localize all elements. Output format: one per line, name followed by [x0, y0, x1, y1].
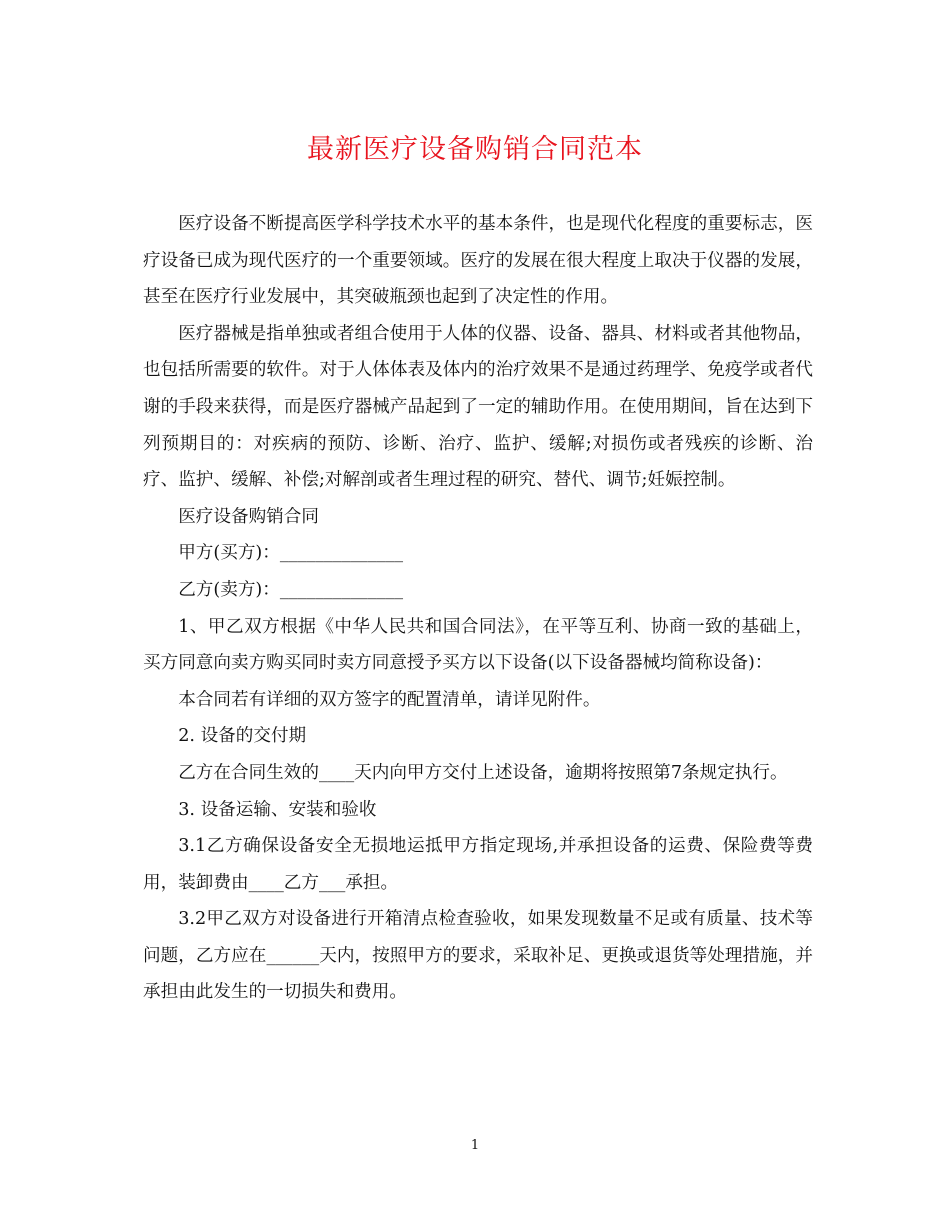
- page-number: 1: [470, 1138, 480, 1153]
- clause-3-heading: 3. 设备运输、安装和验收: [178, 799, 377, 820]
- party-a-line: 甲方(买方)：______________: [178, 543, 404, 564]
- clause-2-heading: 2. 设备的交付期: [178, 726, 307, 747]
- document-title: 最新医疗设备购销合同范本: [307, 134, 643, 165]
- clause-1: 1、甲乙双方根据《中华人民共和国合同法》，在平等互利、协商一致的基础上，买方同意向卖方购买同时卖方同意授予买方以下设备(以下设备器械均简称设备)：: [143, 616, 813, 674]
- contract-heading: 医疗设备购销合同: [178, 506, 319, 527]
- clause-2-text: 乙方在合同生效的____天内向甲方交付上述设备，逾期将按照第7条规定执行。: [178, 762, 788, 783]
- document-body: [143, 206, 813, 1011]
- attachment-note: 本合同若有详细的双方签字的配置清单，请详见附件。: [178, 689, 601, 710]
- clause-3-2: 3.2甲乙双方对设备进行开箱清点检查验收，如果发现数量不足或有质量、技术等问题，乙方应在______天内，按照甲方的要求，采取补足、更换或退货等处理措施，并承担由此发生的一切损失和费用。: [143, 909, 813, 1003]
- paragraph-intro-2: 医疗器械是指单独或者组合使用于人体的仪器、设备、器具、材料或者其他物品，也包括所需要的软件。对于人体体表及体内的治疗效果不是通过药理学、免疫学或者代谢的手段来获得，而是医疗器械产品起到了一定的辅助作用。在使用期间，旨在达到下列预期目的：对疾病的预防、诊断、治疗、监护、缓解;对损伤或者残疾的诊断、治疗、监护、缓解、补偿;对解剖或者生理过程的研究、替代、调节;妊娠控制。: [143, 323, 813, 491]
- clause-3-1: 3.1乙方确保设备安全无损地运抵甲方指定现场,并承担设备的运费、保险费等费用，装卸费由____乙方___承担。: [143, 836, 813, 893]
- paragraph-intro-1: 医疗设备不断提高医学科学技术水平的基本条件，也是现代化程度的重要标志，医疗设备已成为现代医疗的一个重要领域。医疗的发展在很大程度上取决于仪器的发展，甚至在医疗行业发展中，其突破瓶颈也起到了决定性的作用。: [143, 214, 813, 308]
- party-b-line: 乙方(卖方)：______________: [178, 579, 404, 600]
